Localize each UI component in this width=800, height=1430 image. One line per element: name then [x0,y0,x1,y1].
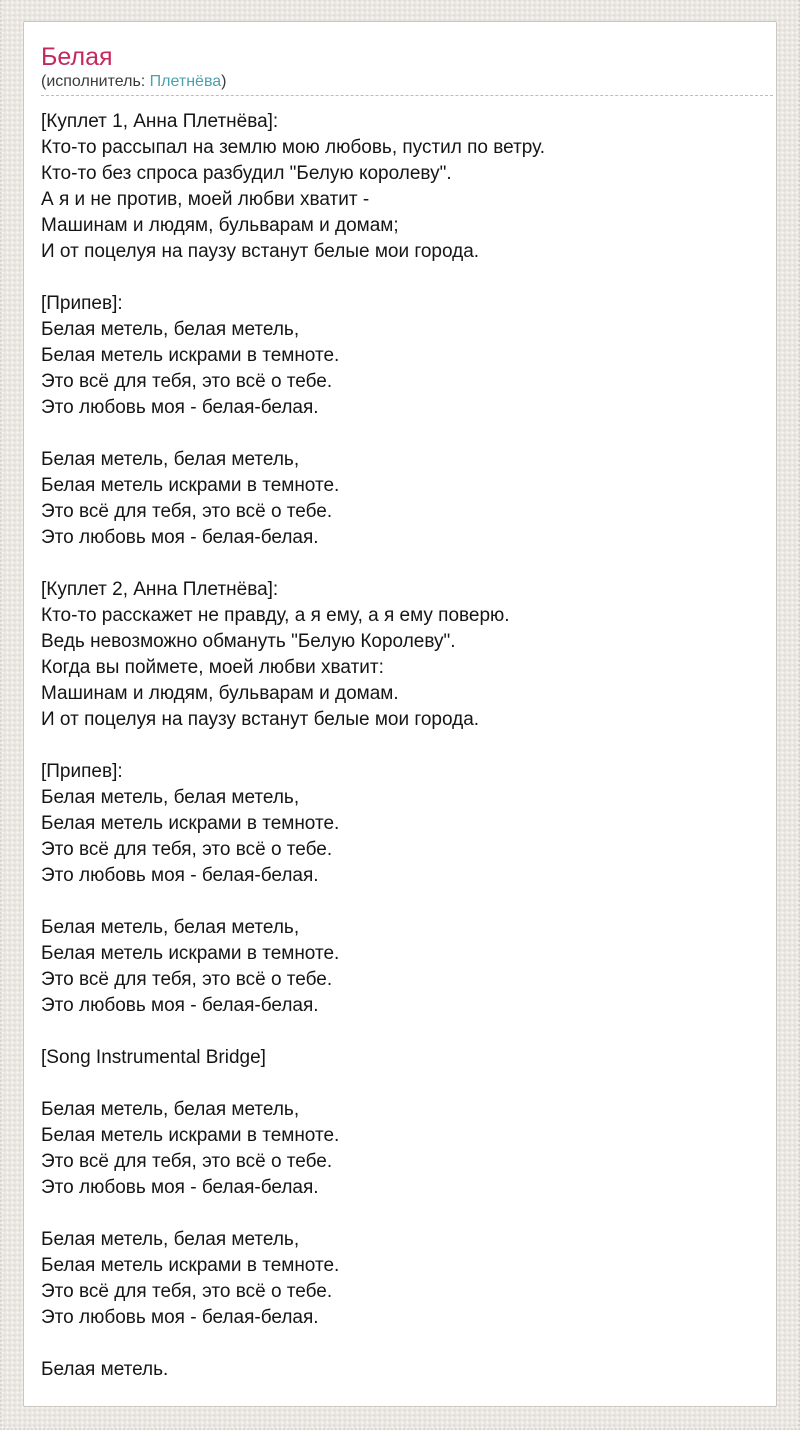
lyrics-line: Это любовь моя - белая-белая. [41,527,319,548]
lyrics-line: Белая метель искрами в темноте. [41,943,340,964]
lyrics-line: А я и не против, моей любви хватит - [41,189,370,210]
lyrics-stanza [41,109,773,265]
lyrics-line: Это любовь моя - белая-белая. [41,865,319,886]
song-header [41,42,773,96]
lyrics-line: Кто-то расскажет не правду, а я ему, а я ему поверю. [41,605,510,626]
lyrics-stanza [41,1045,773,1071]
lyrics-line: [Припев]: [41,293,123,314]
lyrics-line: Когда вы поймете, моей любви хватит: [41,657,384,678]
lyrics-line: Белая метель, белая метель, [41,319,300,340]
lyrics-line: Белая метель искрами в темноте. [41,813,340,834]
lyrics-line: Белая метель, белая метель, [41,1099,300,1120]
lyrics-line: [Song Instrumental Bridge] [41,1047,266,1068]
lyrics-line: Машинам и людям, бульварам и домам; [41,215,399,236]
lyrics-line: Белая метель искрами в темноте. [41,475,340,496]
lyrics-line: Кто-то без спроса разбудил "Белую королеву". [41,163,452,184]
lyrics-stanza [41,577,773,733]
lyrics-line: Это всё для тебя, это всё о тебе. [41,1151,333,1172]
lyrics-line: Это всё для тебя, это всё о тебе. [41,969,333,990]
lyrics-line: И от поцелуя на паузу встанут белые мои города. [41,709,480,730]
artist-label: (исполнитель: [41,73,150,90]
lyrics-line: Белая метель искрами в темноте. [41,345,340,366]
song-subtitle [41,72,773,92]
lyrics-line: Ведь невозможно обмануть "Белую Королеву". [41,631,456,652]
lyrics-stanza [41,1097,773,1201]
lyrics-line: Это любовь моя - белая-белая. [41,1177,319,1198]
lyrics-line: Это любовь моя - белая-белая. [41,1307,319,1328]
lyrics-line: И от поцелуя на паузу встанут белые мои города. [41,241,480,262]
lyrics-line: Кто-то рассыпал на землю мою любовь, пустил по ветру. [41,137,546,158]
lyrics-line: Белая метель искрами в темноте. [41,1125,340,1146]
lyrics-line: Это любовь моя - белая-белая. [41,995,319,1016]
lyrics-stanza [41,1227,773,1331]
song-title: Белая [41,43,113,71]
lyrics-stanza [41,915,773,1019]
lyrics-stanza [41,759,773,889]
lyrics-stanza [41,1357,773,1383]
lyrics-line: Машинам и людям, бульварам и домам. [41,683,399,704]
lyrics-line: Белая метель, белая метель, [41,449,300,470]
lyrics-line: Это всё для тебя, это всё о тебе. [41,1281,333,1302]
artist-link[interactable]: Плетнёва [149,73,222,90]
lyrics-line: Белая метель, белая метель, [41,1229,300,1250]
lyrics-text [41,109,773,1383]
lyrics-line: Белая метель, белая метель, [41,787,300,808]
lyrics-line: [Припев]: [41,761,123,782]
lyrics-line: Это всё для тебя, это всё о тебе. [41,839,333,860]
lyrics-stanza [41,291,773,421]
lyrics-stanza [41,447,773,551]
lyrics-line: Это любовь моя - белая-белая. [41,397,319,418]
lyrics-line: Это всё для тебя, это всё о тебе. [41,501,333,522]
lyrics-line: [Куплет 1, Анна Плетнёва]: [41,111,279,132]
lyrics-line: [Куплет 2, Анна Плетнёва]: [41,579,279,600]
lyrics-line: Белая метель искрами в темноте. [41,1255,340,1276]
lyrics-line: Это всё для тебя, это всё о тебе. [41,371,333,392]
subtitle-close-paren: ) [221,73,227,90]
lyrics-line: Белая метель. [41,1359,169,1380]
lyrics-card [23,21,777,1407]
lyrics-line: Белая метель, белая метель, [41,917,300,938]
